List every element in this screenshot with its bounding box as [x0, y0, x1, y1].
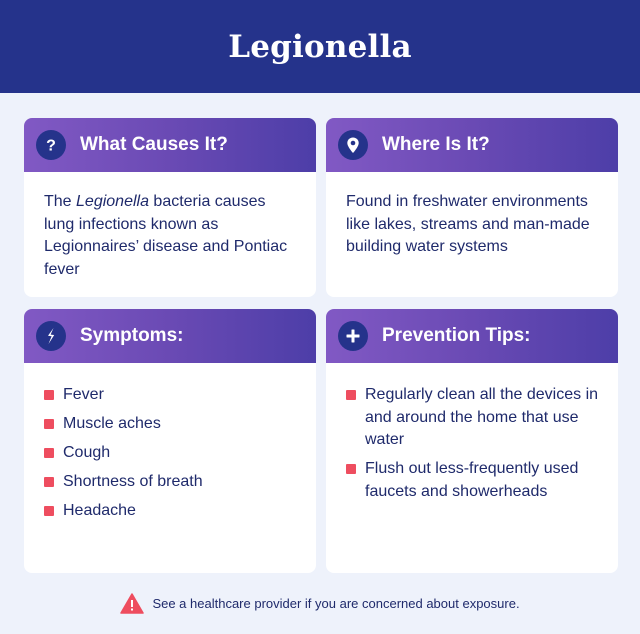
- lightning-icon: [36, 321, 66, 351]
- card-prevention-tips: [326, 309, 618, 573]
- svg-text:?: ?: [46, 137, 56, 155]
- location-pin-icon: [338, 130, 368, 160]
- warning-icon: [120, 593, 144, 614]
- card-header: [24, 309, 316, 363]
- text-segment: The: [44, 193, 77, 210]
- card-what-causes: [24, 118, 316, 297]
- list-item: Regularly clean all the devices in and around the home that use water: [346, 384, 599, 452]
- card-title: Where Is It?: [382, 134, 490, 155]
- prevention-list: [346, 384, 599, 503]
- text-segment: bacteria causes lung infections known as Legionnaires’ disease and Pontiac fever: [44, 193, 288, 278]
- card-text: [24, 172, 316, 281]
- card-list-body: [326, 363, 618, 503]
- card-header: [24, 118, 316, 172]
- question-icon: [36, 130, 66, 160]
- card-header: [326, 309, 618, 363]
- page-title: Legionella: [228, 28, 412, 65]
- card-text: Found in freshwater environments like lakes, streams and man-made building water systems: [346, 193, 590, 255]
- species-name: Legionella: [76, 193, 149, 210]
- list-item: Muscle aches: [44, 413, 297, 436]
- footer-notice: [0, 591, 640, 615]
- footer-text: See a healthcare provider if you are concerned about exposure.: [152, 595, 520, 611]
- card-title: Prevention Tips:: [382, 325, 531, 346]
- card-where-is-it: [326, 118, 618, 297]
- list-item: Fever: [44, 384, 297, 407]
- card-symptoms: [24, 309, 316, 573]
- list-item: Headache: [44, 500, 297, 523]
- list-item: Flush out less-frequently used faucets and showerheads: [346, 458, 599, 503]
- list-item: Shortness of breath: [44, 471, 297, 494]
- symptom-list: [44, 384, 297, 523]
- card-title: What Causes It?: [80, 134, 228, 155]
- card-header: [326, 118, 618, 172]
- plus-icon: [338, 321, 368, 351]
- card-title: Symptoms:: [80, 325, 184, 346]
- list-item: Cough: [44, 442, 297, 465]
- card-list-body: [24, 363, 316, 523]
- page-header: [0, 0, 640, 93]
